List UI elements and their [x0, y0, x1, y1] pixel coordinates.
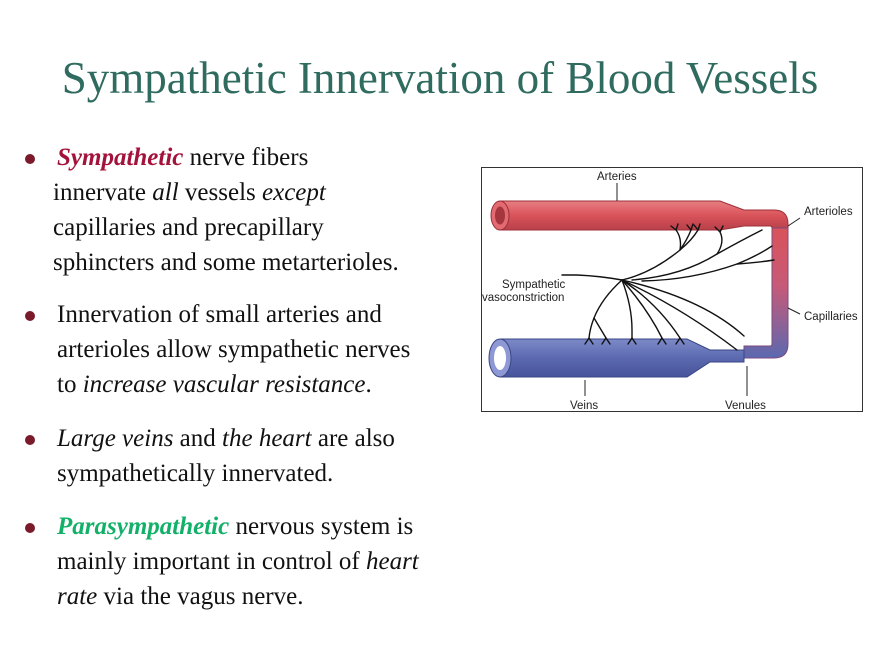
bullet-4-line-3: rate via the vagus nerve. — [57, 583, 304, 610]
label-capillaries: Capillaries — [804, 311, 858, 323]
bullet-dot-icon — [25, 311, 35, 321]
bullet-1-line-4: sphincters and some metarterioles. — [53, 249, 399, 276]
bullet-item-4 — [57, 509, 487, 614]
bullet-4-line-2: mainly important in control of heart — [57, 548, 419, 575]
label-sympathetic: Sympathetic — [502, 279, 566, 291]
label-venules: Venules — [725, 400, 766, 411]
slide-title: Sympathetic Innervation of Blood Vessels — [61, 53, 819, 103]
vessel-diagram-svg — [482, 168, 862, 411]
bullet-1-line-2: innervate all vessels except — [53, 179, 326, 206]
label-arteries: Arteries — [597, 171, 637, 183]
bullet-item-2 — [57, 297, 487, 402]
bullet-2-line-1: Innervation of small arteries and — [57, 301, 382, 328]
parasympathetic-emphasis: Parasympathetic — [57, 513, 230, 540]
capillary-vessel — [744, 228, 788, 358]
artery-vessel — [500, 201, 788, 230]
bullet-dot-icon — [25, 435, 35, 445]
bullet-1-line-1: Sympathetic nerve fibers — [57, 144, 309, 171]
bullet-item-3 — [57, 421, 487, 491]
label-vasoconstriction: vasoconstriction — [482, 292, 565, 304]
label-veins: Veins — [570, 400, 599, 411]
vein-vessel — [500, 339, 744, 377]
bullet-dot-icon — [25, 523, 35, 533]
bullet-3-line-2: sympathetically innervated. — [57, 460, 334, 487]
sympathetic-emphasis: Sympathetic — [57, 144, 184, 171]
bullet-1-line-3: capillaries and precapillary — [53, 214, 324, 241]
bullet-2-line-2: arterioles allow sympathetic nerves — [57, 336, 411, 363]
bullet-3-line-1: Large veins and the heart are also — [57, 425, 395, 452]
bullet-dot-icon — [25, 154, 35, 164]
sympathetic-nerve-fibers — [562, 224, 774, 350]
label-arterioles: Arterioles — [804, 206, 853, 218]
bullet-4-line-1: Parasympathetic nervous system is — [57, 513, 414, 540]
bullet-2-line-3: to increase vascular resistance. — [57, 371, 372, 398]
bullet-item-1 — [53, 140, 487, 280]
vessel-diagram — [481, 167, 863, 412]
